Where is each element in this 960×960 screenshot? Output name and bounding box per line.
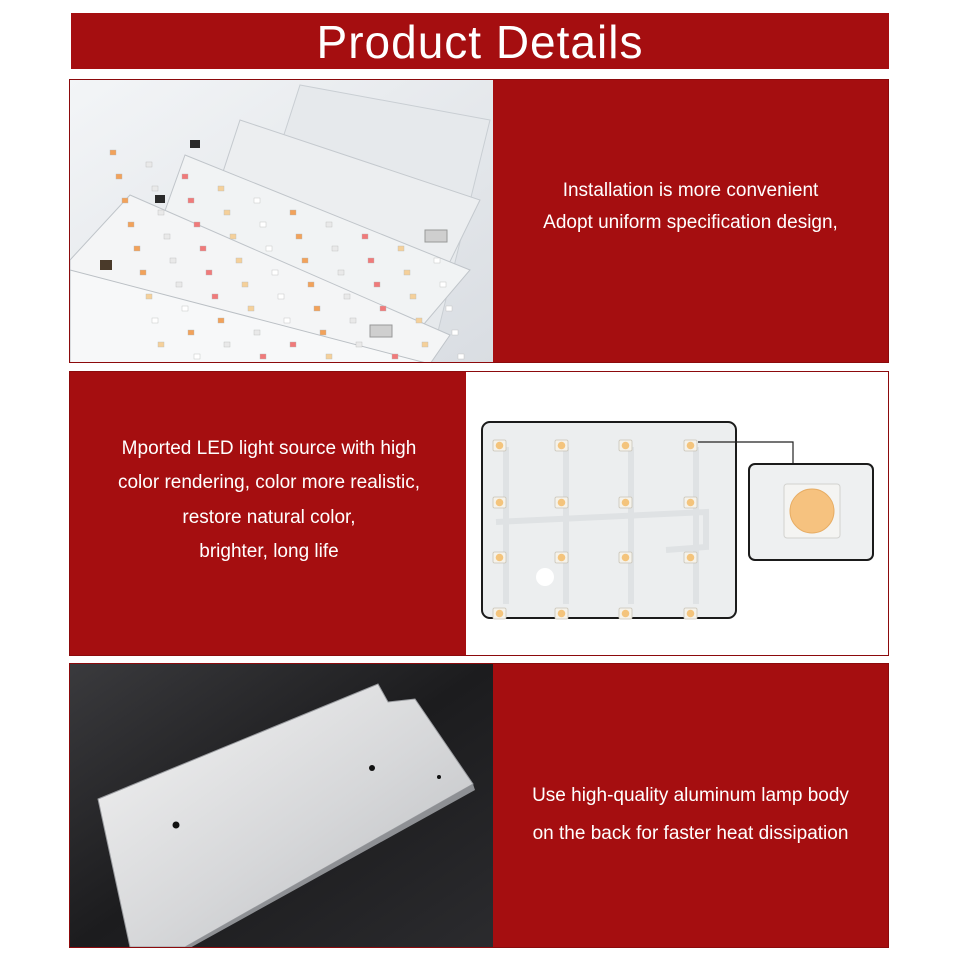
led-chip	[278, 294, 284, 299]
led-chip	[296, 234, 302, 239]
led-chip	[194, 222, 200, 227]
led-chip	[206, 270, 212, 275]
led-chip	[254, 198, 260, 203]
led-chip	[380, 306, 386, 311]
led-chip	[290, 210, 296, 215]
section-installation	[69, 79, 889, 363]
led-chip	[116, 174, 122, 179]
led-chip	[350, 318, 356, 323]
led-chip	[122, 198, 128, 203]
led-boards-photo	[70, 80, 493, 362]
led-chip	[422, 342, 428, 347]
led-chip	[218, 318, 224, 323]
led-chip	[308, 282, 314, 287]
aluminum-plate-photo	[70, 664, 493, 947]
led-chip	[446, 306, 452, 311]
led-chip	[134, 246, 140, 251]
led-phosphor	[558, 610, 566, 618]
led-chip	[200, 246, 206, 251]
led-phosphor	[622, 442, 630, 450]
led-chip	[362, 234, 368, 239]
led-chip	[164, 234, 170, 239]
led-chip	[374, 282, 380, 287]
led-phosphor	[496, 554, 504, 562]
led-chip	[416, 318, 422, 323]
led-chip	[146, 162, 152, 167]
led-chip	[152, 186, 158, 191]
led-grid-illustration	[466, 372, 888, 655]
aluminum-plate-illustration	[70, 664, 493, 947]
led-chip	[410, 294, 416, 299]
led-chip	[230, 234, 236, 239]
led-chip	[140, 270, 146, 275]
led-chip	[452, 330, 458, 335]
led-chip	[260, 354, 266, 359]
section-led-source	[69, 371, 889, 656]
led-chip	[158, 210, 164, 215]
led-chip	[368, 258, 374, 263]
led-chip	[320, 330, 326, 335]
led-chip	[188, 330, 194, 335]
led-chip	[458, 354, 464, 359]
led-chip	[236, 258, 242, 263]
led-chip	[398, 246, 404, 251]
led-phosphor	[687, 499, 695, 507]
led-chip	[224, 210, 230, 215]
led-chip	[152, 318, 158, 323]
led-chip	[272, 270, 278, 275]
aluminum-caption	[493, 664, 888, 947]
led-phosphor	[558, 554, 566, 562]
led-chip	[440, 282, 446, 287]
led-chip	[110, 150, 116, 155]
caption-line: Use high-quality aluminum lamp body	[532, 784, 849, 806]
led-chip	[356, 342, 362, 347]
led-closeup-diagram	[466, 372, 888, 655]
led-chip	[392, 354, 398, 359]
led-chip	[434, 258, 440, 263]
led-chip	[146, 294, 152, 299]
caption-line: on the back for faster heat dissipation	[532, 822, 849, 844]
led-chip	[170, 258, 176, 263]
led-phosphor	[558, 442, 566, 450]
led-chip	[314, 306, 320, 311]
led-phosphor	[687, 442, 695, 450]
led-chip	[194, 354, 200, 359]
led-phosphor	[687, 610, 695, 618]
section-aluminum-body	[69, 663, 889, 948]
led-chip	[254, 330, 260, 335]
led-chip	[224, 342, 230, 347]
led-chip	[218, 186, 224, 191]
led-chip	[404, 270, 410, 275]
led-phosphor	[496, 442, 504, 450]
led-phosphor	[622, 554, 630, 562]
led-chip	[344, 294, 350, 299]
caption-line: Adopt uniform specification design,	[543, 212, 838, 233]
caption-line: brighter, long life	[199, 541, 339, 562]
led-phosphor	[687, 554, 695, 562]
led-chip	[266, 246, 272, 251]
caption-line: color rendering, color more realistic,	[117, 472, 420, 493]
led-chip	[248, 306, 254, 311]
caption-line: Installation is more convenient	[562, 180, 819, 201]
led-source-caption	[70, 372, 468, 655]
led-chip	[290, 342, 296, 347]
led-chip	[188, 198, 194, 203]
led-chip	[242, 282, 248, 287]
header-banner	[71, 13, 889, 69]
led-chip	[326, 222, 332, 227]
led-boards-illustration	[70, 80, 493, 362]
led-chip	[182, 174, 188, 179]
led-chip	[158, 342, 164, 347]
led-phosphor	[496, 499, 504, 507]
installation-caption	[493, 80, 888, 362]
led-chip	[128, 222, 134, 227]
caption-line: Mported LED light source with high	[121, 437, 417, 459]
caption-line: restore natural color,	[182, 506, 356, 528]
led-phosphor	[622, 499, 630, 507]
led-phosphor	[622, 610, 630, 618]
led-phosphor	[558, 499, 566, 507]
led-chip	[332, 246, 338, 251]
led-chip	[302, 258, 308, 263]
led-chip	[284, 318, 290, 323]
led-chip	[176, 282, 182, 287]
led-phosphor	[496, 610, 504, 618]
led-chip	[260, 222, 266, 227]
led-chip	[338, 270, 344, 275]
led-chip	[182, 306, 188, 311]
led-chip	[212, 294, 218, 299]
page-title: Product Details	[316, 16, 644, 68]
led-chip	[326, 354, 332, 359]
